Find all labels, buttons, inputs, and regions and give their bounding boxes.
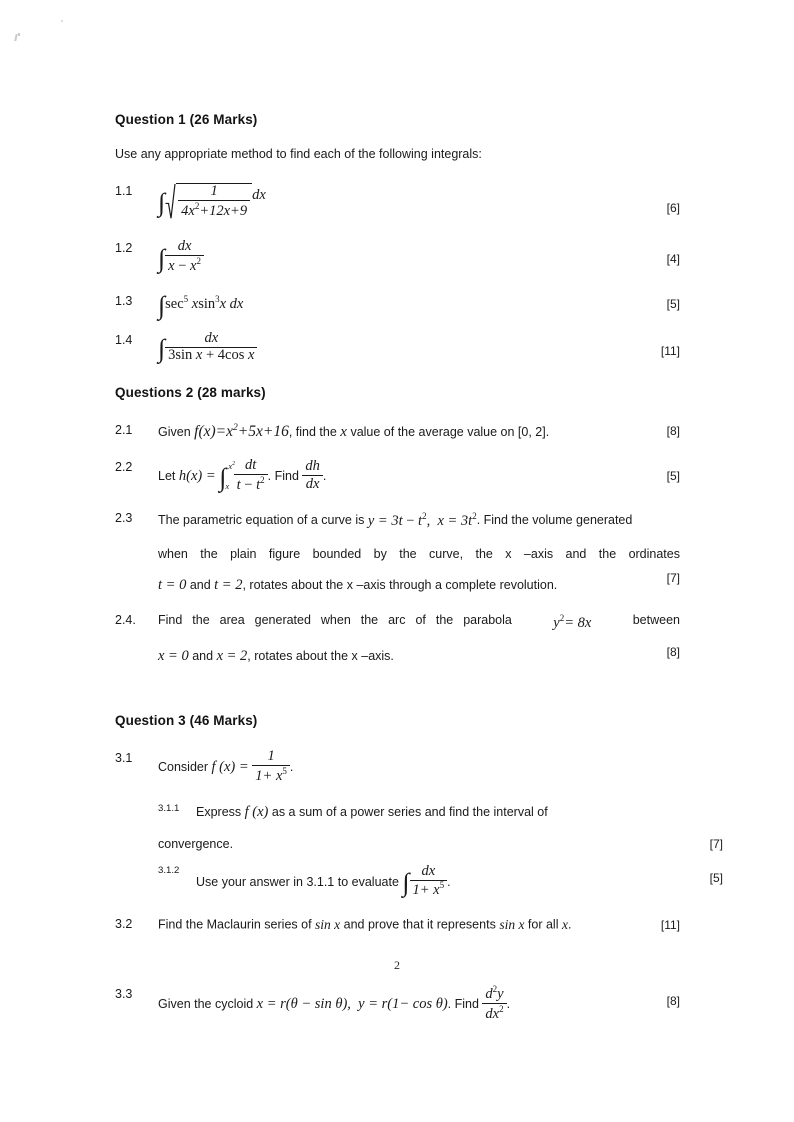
marks-allocation: [8] [666, 423, 680, 438]
item-text: . Find [267, 468, 299, 483]
marks-allocation: [7] [666, 571, 680, 586]
variable-x: x [561, 916, 568, 932]
fraction-numerator: dx [165, 239, 204, 256]
item-content [158, 329, 680, 365]
cycloid-equations: x = r(θ − sin θ), y = r(1− cos θ) [256, 995, 448, 1012]
item-text: . [567, 917, 572, 932]
item-text: convergence. [158, 836, 234, 851]
item-text: . [506, 996, 511, 1011]
question-item-2-3 [115, 510, 680, 596]
question-item-3-2 [115, 916, 680, 934]
scan-artifact-speckle [18, 33, 20, 36]
item-content [158, 747, 680, 785]
item-content [196, 803, 680, 823]
page-content [115, 112, 723, 1023]
item-text: . [322, 468, 327, 483]
marks-allocation: [11] [660, 917, 680, 932]
question-item-1-4 [115, 329, 680, 365]
item-number: 2.3 [115, 511, 133, 526]
fraction-denominator: $t - t^2$ [236, 474, 265, 493]
item-text: . Find [447, 996, 479, 1011]
item-text: , rotates about the x –axis. [247, 649, 394, 664]
item-number: 3.3 [115, 987, 133, 1002]
item-number: 1.2 [115, 241, 133, 256]
item-content [158, 183, 680, 220]
item-text: , find the [288, 424, 337, 439]
item-number: 1.3 [115, 294, 133, 309]
marks-allocation: [8] [666, 645, 680, 660]
item-number: 1.1 [115, 184, 133, 198]
radical-sign-icon [165, 183, 176, 220]
item-content [158, 612, 680, 667]
item-content [158, 510, 680, 596]
differential: dx [252, 186, 266, 203]
fraction-numerator: dx [165, 331, 257, 348]
item-text: for all [527, 917, 559, 932]
derivative-expression [302, 457, 323, 493]
fraction-denominator: dx [305, 475, 320, 492]
fraction-denominator: $4x^2+12x+9$ [181, 200, 248, 219]
item-text: Use your answer in 3.1.1 to evaluate [196, 874, 399, 889]
item-number: 2.2 [115, 460, 133, 475]
marks-allocation: [5] [666, 297, 680, 312]
x-bound: x = 0 [158, 648, 189, 665]
x-bound: x = 2 [216, 648, 248, 665]
item-line [158, 576, 680, 596]
item-text: Given [158, 424, 191, 439]
fraction-denominator: $x - x^2$ [168, 255, 201, 274]
parameter-bounds: t = 0 [158, 577, 187, 594]
item-text: . [447, 874, 451, 889]
square-root [165, 183, 252, 220]
item-text: . [289, 759, 294, 774]
item-text: Given the cycloid [158, 996, 254, 1011]
definite-integral: h(x) = ∫ $x^2$ x $\frac{dt}{t - t^2}$ [179, 459, 268, 494]
item-line [158, 510, 680, 531]
fraction-denominator: 3sin x + 4cos x [168, 347, 255, 364]
question-item-3-1 [115, 747, 680, 785]
marks-allocation: [6] [666, 201, 680, 215]
integral-expression: ∫ $\frac{1}{4x^2+12x+9}$ dx [158, 183, 266, 219]
question-item-1-3 [115, 290, 680, 320]
sine-function: sin x [499, 916, 525, 932]
sine-function: sin x [315, 916, 341, 932]
item-line: when the plain figure bounded by the curve, the x –axis and the ordinates [158, 546, 680, 561]
parametric-equations: $y = 3t - t^2$, $x = 3t^2$ [367, 511, 477, 530]
item-line [158, 836, 723, 851]
question-item-3-1-1 [158, 803, 723, 851]
question-1-heading: Question 1 (26 Marks) [115, 112, 258, 127]
item-text: as a sum of a power series and find the interval of [271, 805, 548, 820]
item-line [158, 647, 680, 667]
item-text: Let [158, 468, 176, 483]
sine-function: sin [198, 296, 216, 313]
upper-limit: $x^2$ [228, 460, 236, 471]
fraction-numerator: dh [302, 459, 323, 476]
fraction-numerator: dx [410, 864, 448, 881]
marks-allocation: [5] [666, 469, 680, 484]
item-text: value of the average value on [0, 2]. [350, 424, 550, 439]
question-item-2-2 [115, 459, 680, 494]
question-item-1-2 [115, 240, 680, 275]
marks-allocation: [5] [709, 870, 723, 885]
question-item-1-1 [115, 183, 680, 220]
integral-expression: ∫ $\frac{dx}{\text{3sin x + 4cos x}}$ [158, 332, 257, 365]
item-content [158, 290, 680, 320]
fraction-numerator: 1 [252, 749, 290, 766]
lower-limit: x [225, 481, 230, 492]
item-text: Find the Maclaurin series of [158, 917, 312, 932]
integral-expression: ∫ $\frac{dx}{1+ x^5}$ [402, 865, 447, 900]
item-text: and prove that it represents [343, 917, 496, 932]
item-text: and [189, 578, 211, 593]
item-content [158, 240, 680, 275]
question-3-heading: Question 3 (46 Marks) [115, 712, 258, 728]
parameter-bounds: t = 2 [214, 577, 243, 594]
question-item-3-1-2 [158, 862, 723, 900]
item-number: 3.1 [115, 750, 133, 765]
item-text: . Find the volume generated [476, 513, 633, 528]
item-text: Consider [158, 759, 209, 774]
question-2-heading: Questions 2 (28 marks) [115, 384, 266, 400]
integral-expression: $\int\sec^5$ xsin$^3$x dx [158, 290, 244, 320]
question-item-2-1 [115, 422, 680, 443]
item-number: 2.1 [115, 422, 133, 437]
item-number: 2.4. [115, 613, 136, 628]
fraction-denominator: $1+ x^5$ [255, 765, 287, 784]
question-item-3-3 [115, 986, 680, 1023]
secant-function: sec [165, 296, 184, 313]
item-line [158, 862, 723, 900]
function-definition: f (x) = $\frac{1}{1+ x^5}$ [212, 750, 290, 785]
variable-x: x [340, 424, 347, 441]
item-text: between [632, 613, 680, 628]
item-text: The parametric equation of a curve is [158, 513, 365, 528]
marks-allocation: [8] [666, 994, 680, 1009]
second-derivative [482, 986, 506, 1023]
item-text: , rotates about the x –axis through a complete revolution. [242, 578, 558, 593]
fraction-numerator: dt [234, 458, 268, 475]
function-definition: $f(x)=x^2+5x+16$ [194, 421, 289, 441]
page-number: 2 [394, 958, 400, 972]
item-content [158, 916, 680, 934]
item-content [158, 422, 663, 443]
item-line [158, 612, 680, 633]
fraction-denominator: $dx^2$ [485, 1003, 504, 1022]
scan-artifact-speckle [61, 20, 63, 22]
marks-allocation: [7] [709, 836, 723, 851]
question-item-2-4 [115, 612, 680, 667]
item-content [158, 986, 680, 1023]
parabola-equation: $y^2= 8x$ [553, 613, 592, 631]
item-content [196, 862, 680, 900]
fraction-numerator: $d^2y$ [482, 985, 506, 1004]
fraction-denominator: $1+ x^5$ [412, 880, 445, 899]
fraction-numerator: 1 [178, 184, 250, 201]
question-1-instruction: Use any appropriate method to find each of the following integrals: [115, 147, 482, 161]
item-number: 3.1.2 [158, 864, 180, 876]
item-line [158, 803, 680, 823]
marks-allocation: [11] [660, 343, 680, 358]
item-number: 3.2 [115, 916, 133, 931]
item-content [158, 459, 680, 494]
function-notation: f (x) [244, 804, 269, 821]
item-text: Find the area generated when the arc of the parabola [158, 613, 512, 628]
item-text: and [192, 649, 214, 664]
item-number: 3.1.1 [158, 803, 180, 815]
item-number: 1.4 [115, 332, 133, 347]
integral-expression: ∫ $\frac{dx}{x - x^2}$ [158, 240, 204, 275]
item-text: Express [196, 805, 242, 820]
marks-allocation: [4] [666, 252, 680, 267]
